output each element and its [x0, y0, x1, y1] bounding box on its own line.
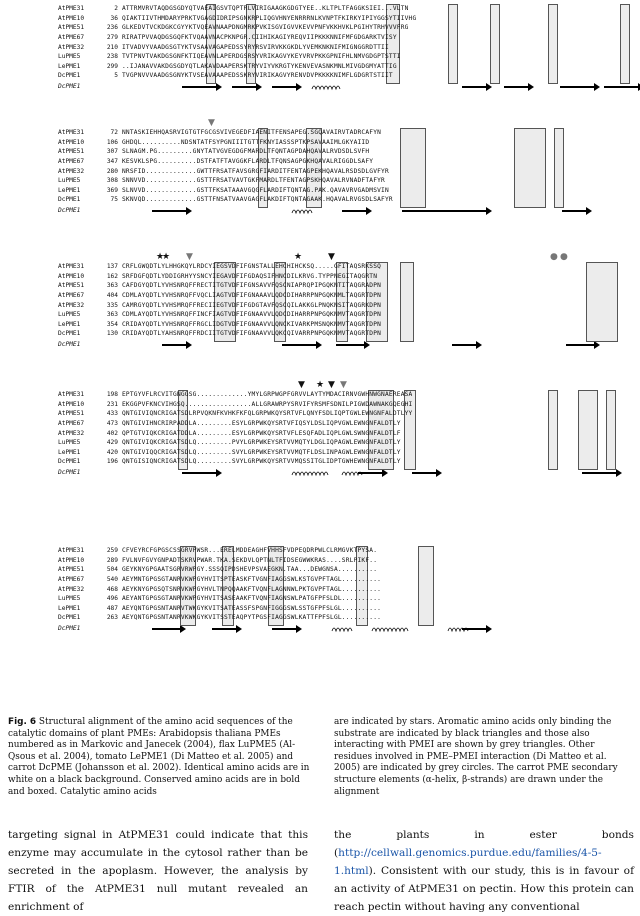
- sequence-name: AtPME32: [58, 43, 85, 51]
- sequence-residues: ..IJANAVVAKDGSGDYQTLAKAVDAAPERSKTRYVIYVKRGTYKENVEVASNKMNLMIVGDGMYATTIG: [122, 62, 397, 70]
- sequence-name: AtPME51: [58, 566, 85, 574]
- residue-markers: [58, 118, 618, 128]
- sequence-residues: EPTGYVFLRCVITGNGGSG.............YMYLGRPWGPFGRVVLAYTYMDACIRNVGWHNWGNAEREASA: [122, 391, 413, 399]
- sequence-name: LePME1: [58, 448, 81, 456]
- sequence-name: AtPME51: [58, 148, 85, 156]
- secondary-structure-row: [58, 81, 618, 93]
- beta-strand-arrowhead: [366, 207, 372, 215]
- sequence-residues: AEYQNTGPGSNTANRVTWKGYKVITSATEASSFSPGNFIGGGSWLSSTGFPFSLGL..........: [122, 604, 382, 612]
- sequence-position: 496: [106, 595, 118, 603]
- sequence-name: AtPME31: [58, 547, 85, 555]
- sequence-name: AtPME67: [58, 292, 85, 300]
- sequence-residues: TVGPNVVVAADGSGNYKTVSEAVAAAPEDSSKRYVIRIKAGVYRENVDVPKKKKNIMFLGDGRTSTIIT: [122, 72, 393, 80]
- sequence-row: [58, 300, 618, 310]
- sequence-name: LuPME5: [58, 311, 81, 319]
- catalytic-star-icon: ★: [162, 252, 171, 262]
- sequence-residues: AEYANTGPGSGTANRVKWPGYHVITSASEAAKFTVQNFIAGNSWLPATGFPFSLDL..........: [122, 595, 382, 603]
- sequence-name: LuPME5: [58, 595, 81, 603]
- sequence-row: [58, 71, 618, 81]
- sequence-row: [58, 23, 618, 33]
- secondary-structure-track: [122, 339, 592, 351]
- sequence-name: LePME1: [58, 186, 81, 194]
- sequence-name: AtPME67: [58, 158, 85, 166]
- sequence-position: 231: [106, 400, 118, 408]
- sequence-residues: SKNVQD.............GSTTFNSATVAAVGAGFLAKDIFTQNTAGAAK.HQAVALRVGSDLSAFYR: [122, 196, 393, 204]
- sequence-row: [58, 320, 618, 330]
- sequence-name: DcPME1: [58, 458, 81, 466]
- alpha-helix-coil: [292, 472, 328, 475]
- sequence-residues: SNNVVD.............GSTTFRSATVAVTGKFMARDLTFENTAGPSKHQAVALRVNADFTAFYR: [122, 177, 385, 185]
- sequence-residues: QNTGIVIQQCRIGATSDLQ.........SVYLGRPWKEYSRTVVMQTFLDSLINPAGWLEWNGNFALDTLY: [122, 448, 401, 456]
- sequence-position: 236: [106, 24, 118, 32]
- sequence-position: 540: [106, 576, 118, 584]
- secondary-structure-row: [58, 623, 618, 635]
- sequence-position: 280: [106, 167, 118, 175]
- sequence-position: 130: [106, 330, 118, 338]
- secondary-structure-row: [58, 467, 618, 479]
- sequence-residues: CFVEYRCFGPGSCSSGRVPWSR...ERELMDDEAGHFVHHSFVDPEQDRPWLCLRMGVKTPYSA.: [122, 547, 378, 555]
- sequence-residues: CRFLGWQDTLYLHHGKQYLRDCYIEGSVDFIFGNSTALLEHCHIHCKSQ.....GFITAQSRKSSQ: [122, 263, 382, 271]
- sequence-row: [58, 138, 618, 148]
- body-text-right: [334, 826, 634, 916]
- sequence-name: DcPME1: [58, 196, 81, 204]
- sequence-row: [58, 428, 618, 438]
- sequence-position: 72: [110, 129, 118, 137]
- sequence-row: [58, 604, 618, 614]
- sequence-residues: EKGGPVFKNCVIHGSQ.................ALLGRAWRPYSRVIFYRSMFSDNILPIGWDAWNAKGQEGHI: [122, 400, 413, 408]
- sequence-position: 354: [106, 320, 118, 328]
- sequence-row: [58, 400, 618, 410]
- sequence-name: AtPME10: [58, 272, 85, 280]
- sequence-name: LePME1: [58, 320, 81, 328]
- catalytic-star-icon: ★: [294, 252, 303, 262]
- caption-label: Fig. 6: [8, 717, 37, 727]
- sequence-residues: SLNAGM.PG.........GNYTATVGVEGDGFMARDLTFQNTAGPDAHQAVALRVDSDLSVFH: [122, 148, 370, 156]
- alignment-rows: [58, 390, 618, 467]
- secondary-structure-label: DcPME1: [58, 83, 81, 91]
- catalytic-star-icon: ★: [316, 380, 325, 390]
- sequence-name: AtPME31: [58, 5, 85, 13]
- interaction-circle-icon: ●: [550, 252, 558, 262]
- beta-strand-arrowhead: [316, 341, 322, 349]
- sequence-position: 335: [106, 301, 118, 309]
- sequence-residues: ATTRMVRVTAQDGSGDYQTVAEAIGSVTQPTRLVIRIGAAGKGDGTYEE..KLTPLTFAGGKSIEI...VLTN: [122, 5, 409, 13]
- sequence-row: [58, 62, 618, 72]
- sequence-row: [58, 291, 618, 301]
- sequence-position: 196: [106, 458, 118, 466]
- sequence-position: 369: [106, 186, 118, 194]
- sequence-position: 238: [106, 53, 118, 61]
- sequence-position: 279: [106, 34, 118, 42]
- sequence-name: LuPME5: [58, 177, 81, 185]
- body-text-left: targeting signal in AtPME31 could indicate that this enzyme may accumulate in the cytosol rather than be secreted in the apoplasm. However, the analysis by FTIR of the AtPME31 null mutant revealed an enrichment of: [8, 829, 308, 913]
- beta-strand-arrowhead: [486, 207, 492, 215]
- alpha-helix-coil: [372, 628, 408, 631]
- catalytic-star-icon: ★: [156, 252, 165, 262]
- beta-strand-arrowhead: [296, 625, 302, 633]
- sequence-row: [58, 272, 618, 282]
- sequence-row: [58, 33, 618, 43]
- body-right-pre: the plants in ester bonds (: [334, 829, 634, 859]
- residue-markers: [58, 380, 618, 390]
- sequence-row: [58, 613, 618, 623]
- caption-col-2: are indicated by stars. Aromatic amino acids only binding the substrate are indicated by black triangles and those also interacting with PMEI are shown by grey triangles. Other residues involved in PME–PMEI interaction (Di Matteo et al. 2005) are indicated by grey circles. The carrot PME secondary structure elements (α-helix, β-strands) are drawn under the alignment: [334, 717, 618, 797]
- sequence-name: LePME1: [58, 604, 81, 612]
- sequence-row: [58, 52, 618, 62]
- secondary-structure-track: [122, 467, 592, 479]
- sequence-name: AtPME10: [58, 14, 85, 22]
- sequence-name: DcPME1: [58, 72, 81, 80]
- sequence-residues: QPTGTVIQKCRIGATDDLA.........ESYLGRPWKQYSRTVFLESQFADLIQPLGWLSWNGNFALDTLF: [122, 429, 401, 437]
- alpha-helix-coil: [312, 86, 340, 89]
- residue-markers: [58, 252, 618, 262]
- sequence-row: [58, 556, 618, 566]
- secondary-structure-track: [122, 81, 592, 93]
- caption-text-1: Structural alignment of the amino acid sequences of the catalytic domains of plant PMEs: Arabidopsis thaliana PMEs numbered as in Markovic and Janecek (2004), flax LuPME5 (Al-Qsous et al. 2004), tomato LePME1 (Di Matteo et al. 2005) and carrot DcPME (Johansson et al. 2002). Identical amino acids are in white on a black background. Conserved amino acids are in bold and boxed. Catalytic amino acids: [8, 717, 310, 797]
- sequence-residues: NRSFID.............GWTTFRSATFAVSGRGFIARDITFENTAGPEKHQAVALRSDSDLGVFYR: [122, 167, 389, 175]
- body-right-post: ). Consistent with our study, this is in favour of an activity of AtPME31 on pectin. How this protein can reach pectin without having any conventional: [334, 865, 634, 913]
- sequence-position: 347: [106, 158, 118, 166]
- sequence-position: 433: [106, 410, 118, 418]
- sequence-position: 2: [114, 5, 118, 13]
- residue-markers: [58, 536, 618, 546]
- sequence-residues: GHDQL..........NDSNTATFSYPGNIIITGTTFKNYIASSSPTKPSAVAAIMLGKYAIID: [122, 138, 370, 146]
- sequence-position: 198: [106, 391, 118, 399]
- sequence-position: 429: [106, 439, 118, 447]
- sequence-residues: ITVADVYVAADGSGTYKTVSAAVAGAPEDSSYRYRSVIRVKKGKDLYVEMKNKNIFMIGNGGRDTTII: [122, 43, 389, 51]
- beta-strand-arrowhead: [216, 469, 222, 477]
- conserved-column: [620, 4, 630, 84]
- sequence-position: 363: [106, 282, 118, 290]
- alignment-block: [58, 4, 618, 93]
- sequence-row: [58, 448, 618, 458]
- sequence-name: AtPME31: [58, 391, 85, 399]
- sequence-row: [58, 42, 618, 52]
- sequence-residues: CDMLAYQDTLYVHSNRQFFVQCLIAGTVDFIFGNAAAVLQDCDIHARRPNPGQKNMLTAQGRTDPN: [122, 292, 382, 300]
- sequence-row: [58, 157, 618, 167]
- beta-strand-arrowhead: [594, 83, 600, 91]
- sequence-name: DcPME1: [58, 614, 81, 622]
- secondary-structure-label: DcPME1: [58, 625, 81, 633]
- cellwall-link[interactable]: http://cellwall.genomics.purdue.edu/families/4-5-1.html: [334, 847, 602, 877]
- sequence-position: 36: [110, 14, 118, 22]
- sequence-name: AtPME10: [58, 138, 85, 146]
- sequence-name: LuPME5: [58, 439, 81, 447]
- sequence-row: [58, 419, 618, 429]
- sequence-name: AtPME32: [58, 585, 85, 593]
- beta-strand-arrowhead: [186, 341, 192, 349]
- alignment-block: [58, 118, 618, 217]
- sequence-position: 299: [106, 62, 118, 70]
- sequence-name: AtPME32: [58, 167, 85, 175]
- secondary-structure-label: DcPME1: [58, 341, 81, 349]
- sequence-position: 404: [106, 292, 118, 300]
- alignment-block: [58, 252, 618, 351]
- aromatic-triangle-icon: ▼: [340, 380, 347, 390]
- sequence-residues: AEYMNTGPGSGTANRVKWPGYHVITSPTEASKFTVGNFIAGGSWLKSTGVPFTAGL..........: [122, 576, 382, 584]
- sequence-row: [58, 584, 618, 594]
- beta-strand-arrowhead: [436, 469, 442, 477]
- alignment-rows: [58, 128, 618, 205]
- sequence-row: [58, 565, 618, 575]
- aromatic-triangle-icon: ▼: [186, 252, 193, 262]
- sequence-residues: QNTGISIQNCRIGATSDLQ.........SVYLGRPWKQYSRTVVMQSSITGLIDPTGWHEWNGNFALDTLY: [122, 458, 401, 466]
- sequence-residues: QNTGIVIHNCRIRPADDLA.........ESYLGRPWKQYSRTVFIQSYLDSLIQPVGWLEWNGNFALDTLY: [122, 420, 401, 428]
- sequence-residues: GEYKNYGPGAATSGRVRWPGY.SSSQIPDSHEVPSVAEGKN.TAA...DEWGNSA..........: [122, 566, 378, 574]
- figure-caption: [8, 717, 632, 797]
- sequence-name: AtPME67: [58, 34, 85, 42]
- sequence-residues: TVTPNVTVAKDGSGNFKTIQEAVNLAPERDGSRSYVRIKAGVYKEYVRVPKKGPNIFHLNMVGDGPTSTTI: [122, 53, 401, 61]
- beta-strand-arrowhead: [296, 83, 302, 91]
- sequence-name: AtPME31: [58, 129, 85, 137]
- sequence-row: [58, 186, 618, 196]
- alignment-block: [58, 546, 618, 635]
- sequence-position: 420: [106, 448, 118, 456]
- sequence-position: 137: [106, 263, 118, 271]
- alignment-block: [58, 380, 618, 479]
- sequence-residues: AEYQNTGPGSNTANRVKWKGYKVITSSTEAQPYTPGSFIAGGSWLKATTFPFSLGL..........: [122, 614, 382, 622]
- sequence-residues: SLNVVD.............GSTTFKSATAAAVGQGFLARDIFTQNTAG.PAK.QAVAVRVGADMSVIN: [122, 186, 389, 194]
- sequence-position: 473: [106, 420, 118, 428]
- sequence-position: 210: [106, 43, 118, 51]
- sequence-residues: CDMLAYQDTLYVHSNRQFFINCFIAGTVDFIFGNAAVVLQDCDIHARRPNPGQKNMVTAQGRTDPN: [122, 311, 382, 319]
- aromatic-triangle-icon: ▼: [328, 380, 335, 390]
- beta-strand-arrowhead: [216, 83, 222, 91]
- sequence-residues: SRFDGFQDTLYDDIGRHYYSNCYIEGAVDFIFGDAQSIFHNCDILKRVG.TYPPNEGITAQGRTN: [122, 272, 378, 280]
- sequence-row: [58, 438, 618, 448]
- alpha-helix-coil: [342, 472, 362, 475]
- sequence-position: 402: [106, 429, 118, 437]
- aromatic-triangle-icon: ▼: [328, 252, 335, 262]
- sequence-position: 468: [106, 585, 118, 593]
- sequence-row: [58, 262, 618, 272]
- sequence-name: AtPME10: [58, 400, 85, 408]
- sequence-row: [58, 457, 618, 467]
- sequence-residues: CRIDAYQDTLYVHSNRQFFRGCLIDGTVDFIFGNAAVVLQNCKIVARKPMSNQKNMVTAQGRTDPN: [122, 320, 382, 328]
- sequence-position: 504: [106, 566, 118, 574]
- sequence-residues: RIRATPVVAQDGSGQFKTVQAAVNACPKNPGR.CIIHIKAGIYREQVIIPKKKNNIFMFGDGARKTVISY: [122, 34, 397, 42]
- sequence-position: 263: [106, 614, 118, 622]
- sequence-name: AtPME67: [58, 576, 85, 584]
- sequence-row: [58, 176, 618, 186]
- sequence-row: [58, 390, 618, 400]
- sequence-row: [58, 594, 618, 604]
- alpha-helix-coil: [448, 628, 468, 631]
- sequence-row: [58, 546, 618, 556]
- aromatic-triangle-icon: ▼: [208, 118, 215, 128]
- beta-strand-arrowhead: [256, 83, 262, 91]
- sequence-position: 363: [106, 311, 118, 319]
- sequence-name: AtPME32: [58, 301, 85, 309]
- sequence-row: [58, 281, 618, 291]
- beta-strand-arrowhead: [486, 625, 492, 633]
- sequence-residues: CRIDAYQDTLYAHSNRQFFRDCIITGTVDFIFGNAAVVLQKCQIVARRPNPGQKNMVTAQGRTDPN: [122, 330, 382, 338]
- secondary-structure-label: DcPME1: [58, 207, 81, 215]
- sequence-residues: CAFDGYQDTLYVHSNRQFFRECTITGTVDFIFGNSAVVFQSCNIAPRQPIPGQKNTITAQGRADPN: [122, 282, 382, 290]
- sequence-row: [58, 195, 618, 205]
- beta-strand-arrowhead: [586, 207, 592, 215]
- sequence-row: [58, 310, 618, 320]
- beta-strand-arrowhead: [236, 625, 242, 633]
- alpha-helix-coil: [332, 628, 352, 631]
- beta-strand-arrowhead: [528, 83, 534, 91]
- sequence-name: AtPME10: [58, 556, 85, 564]
- sequence-residues: QNTGIVIQKCRIGATSDLQ.........PVYLGRPWKEYSRTVVMQTYLDGLIQPAGWLEWNGNFALDTLY: [122, 439, 401, 447]
- sequence-residues: QNTGIVIQNCRIGATSDLRPVQKNFKVHKFKFQLGRPWKQYSRTVFLQNYFSDLIQPTGWLEWNGNFALDTLYY: [122, 410, 413, 418]
- alignment-rows: [58, 4, 618, 81]
- alpha-helix-coil: [292, 210, 312, 213]
- sequence-row: [58, 128, 618, 138]
- alignment-rows: [58, 546, 618, 623]
- sequence-row: [58, 14, 618, 24]
- sequence-position: 308: [106, 177, 118, 185]
- interaction-circle-icon: ●: [560, 252, 568, 262]
- caption-col-1: [8, 717, 310, 798]
- sequence-row: [58, 575, 618, 585]
- sequence-position: 259: [106, 547, 118, 555]
- sequence-residues: NNTASKIEHHQASRVIGTGTFGCGSVIVEGEDFIAENITFENSAPEG.SGQAVAIRVTADRCAFYN: [122, 129, 382, 137]
- sequence-name: AtPME31: [58, 263, 85, 271]
- alignment-rows: [58, 262, 618, 339]
- sequence-residues: CAMRGYQDTLYVHSMRQFFRECIIEGTVDFIFGDGTAVFQSCQILAKKGLPNQKNSITAQGRKDPN: [122, 301, 382, 309]
- sequence-name: AtPME51: [58, 24, 85, 32]
- beta-strand-arrowhead: [476, 341, 482, 349]
- sequence-name: AtPME51: [58, 282, 85, 290]
- sequence-name: DcPME1: [58, 330, 81, 338]
- sequence-position: 162: [106, 272, 118, 280]
- sequence-name: AtPME32: [58, 429, 85, 437]
- sequence-name: LePME1: [58, 62, 81, 70]
- sequence-residues: GLKEDVTVCKDGKCGYYKTVQEAVNAAPDNGMRKPVKISGVIGVVKEVVPNFVKKHVKLPGIHYTRHVVVFRG: [122, 24, 409, 32]
- sequence-residues: FVLNVFGVYGNPADTSKRVPWAR.TKA.SEKDVLQPTNLTFIDSEGWWKRAS....SRLPIKF..: [122, 556, 378, 564]
- sequence-name: AtPME51: [58, 410, 85, 418]
- sequence-residues: KESVKLSPG..........DSTFATFTAVGGKFLARDLTFQNSAGPGKHQAVALRIGGDLSAFY: [122, 158, 374, 166]
- aromatic-triangle-icon: ▼: [298, 380, 305, 390]
- sequence-position: 289: [106, 556, 118, 564]
- beta-strand-arrowhead: [616, 469, 622, 477]
- sequence-position: 75: [110, 196, 118, 204]
- sequence-row: [58, 147, 618, 157]
- sequence-residues: AEYKNYGPGSQTSNRVKWPGYHVLTNPQQAAKFTVQNFLAGNNWLPKTGVPFTAGL..........: [122, 585, 382, 593]
- sequence-residues: QIAKTIIVTHMDARYPRKTVGAGDIDRIPSGNKRPLIQGVHNYENRRRNLKVNPTFKIRKYIPIYGGSYTIIVHG: [122, 14, 417, 22]
- sequence-row: [58, 329, 618, 339]
- sequence-name: LuPME5: [58, 53, 81, 61]
- sequence-row: [58, 4, 618, 14]
- secondary-structure-label: DcPME1: [58, 469, 81, 477]
- sequence-position: 307: [106, 148, 118, 156]
- beta-strand-arrowhead: [186, 207, 192, 215]
- sequence-row: [58, 166, 618, 176]
- sequence-row: [58, 409, 618, 419]
- sequence-name: AtPME67: [58, 420, 85, 428]
- sequence-position: 487: [106, 604, 118, 612]
- sequence-position: 5: [114, 72, 118, 80]
- sequence-position: 106: [106, 138, 118, 146]
